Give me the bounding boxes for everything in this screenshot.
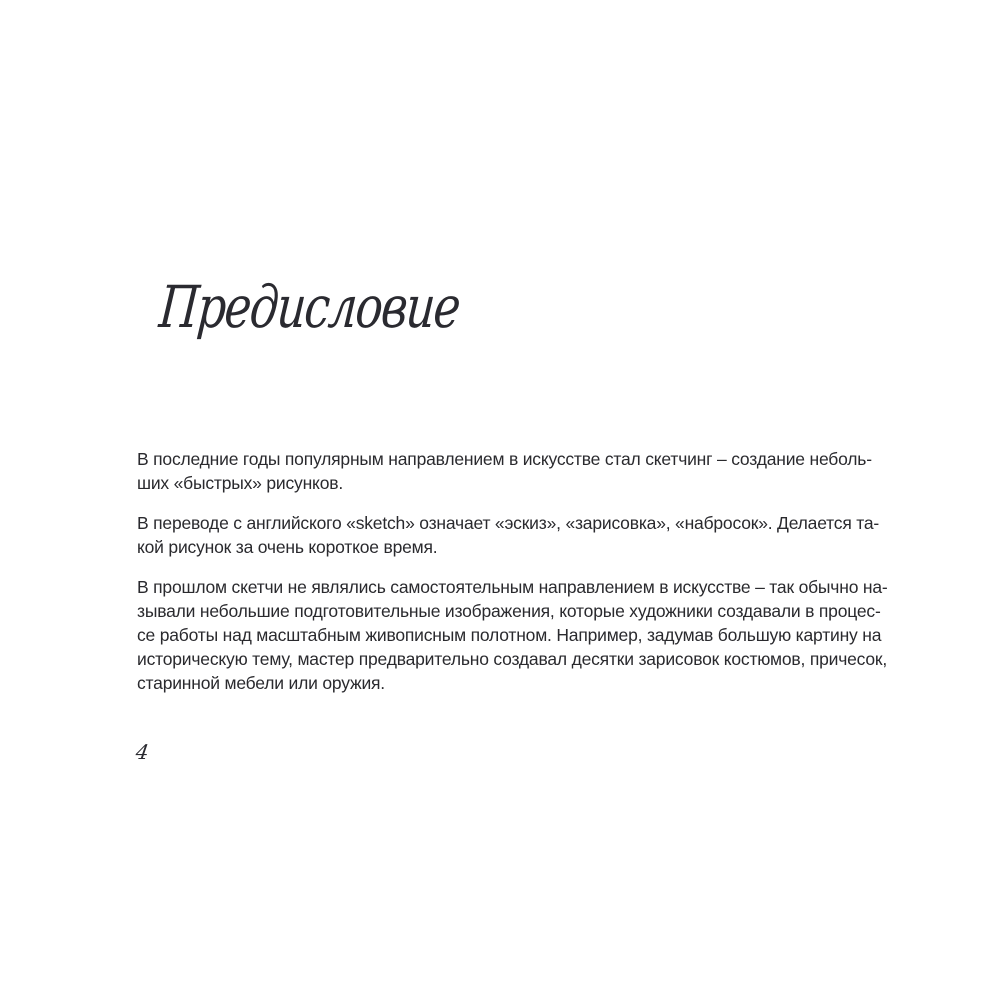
text-line: зывали небольшие подготовительные изображения, которые художники создавали в процес- bbox=[137, 601, 881, 621]
text-line: историческую тему, мастер предварительно создавал десятки зарисовок костюмов, причесок, bbox=[137, 649, 888, 669]
paragraph-3 bbox=[137, 575, 897, 695]
chapter-heading: Предисловие bbox=[156, 273, 462, 341]
text-line: ших «быстрых» рисунков. bbox=[137, 473, 343, 493]
page-number: 4 bbox=[134, 740, 151, 764]
text-line: В последние годы популярным направлением в искусстве стал скетчинг – создание неболь- bbox=[137, 449, 872, 469]
text-line: старинной мебели или оружия. bbox=[137, 673, 385, 693]
body-text bbox=[137, 447, 897, 711]
text-line: се работы над масштабным живописным полотном. Например, задумав большую картину на bbox=[137, 625, 882, 645]
text-line: В переводе с английского «sketch» означает «эскиз», «зарисовка», «набросок». Делается та- bbox=[137, 513, 880, 533]
text-line: кой рисунок за очень короткое время. bbox=[137, 537, 438, 557]
paragraph-2 bbox=[137, 511, 897, 559]
paragraph-1 bbox=[137, 447, 897, 495]
text-line: В прошлом скетчи не являлись самостоятельным направлением в искусстве – так обычно на- bbox=[137, 577, 888, 597]
